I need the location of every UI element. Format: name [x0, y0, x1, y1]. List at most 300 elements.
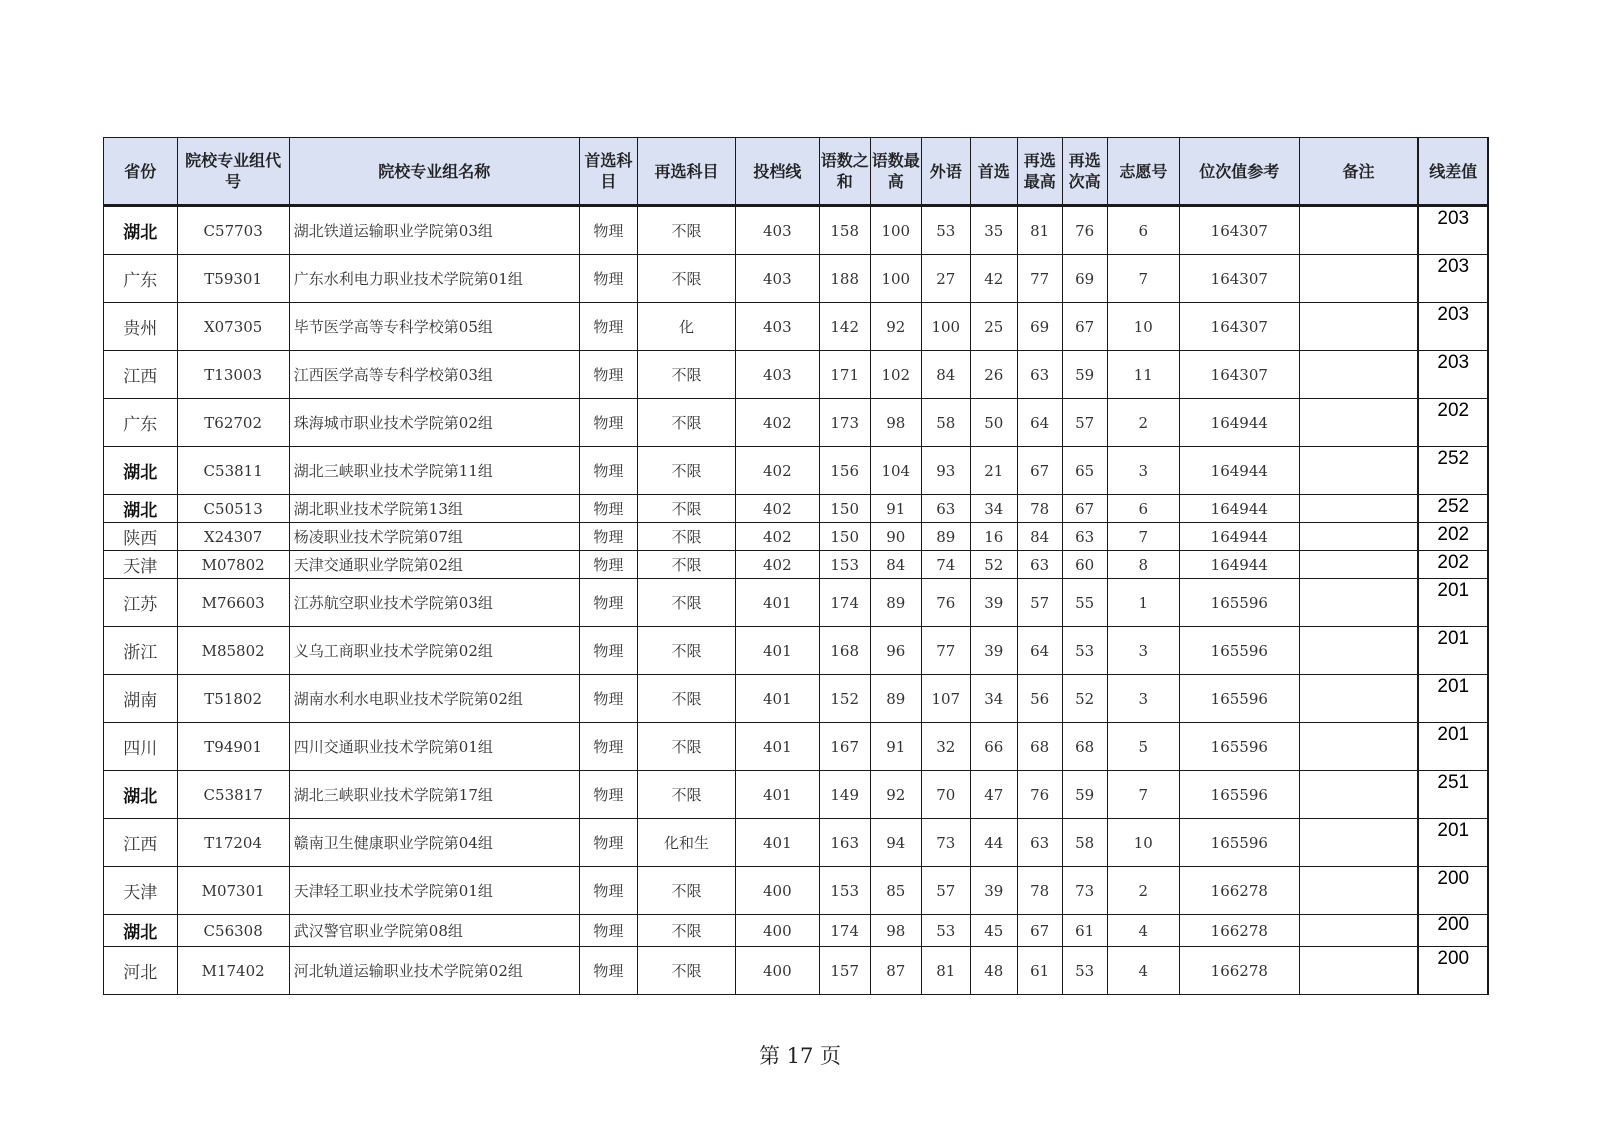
yushu-max-cell: 84	[870, 551, 921, 579]
rank-reference-cell: 164307	[1180, 303, 1299, 351]
province-cell: 四川	[104, 723, 178, 771]
second-max-cell: 68	[1017, 723, 1062, 771]
first-subject-cell: 物理	[579, 819, 637, 867]
line-difference-cell: 200	[1418, 915, 1488, 947]
table-row	[104, 627, 1489, 675]
group-code-cell: C53817	[177, 771, 289, 819]
foreign-language-cell: 32	[921, 723, 970, 771]
group-name-cell: 江苏航空职业技术学院第03组	[289, 579, 579, 627]
cutoff-line-cell: 401	[735, 723, 819, 771]
first-score-cell: 39	[970, 867, 1017, 915]
foreign-language-cell: 89	[921, 523, 970, 551]
table-row	[104, 915, 1489, 947]
note-cell	[1299, 399, 1418, 447]
foreign-language-cell: 53	[921, 206, 970, 255]
group-name-cell: 湖北职业技术学院第13组	[289, 495, 579, 523]
first-subject-cell: 物理	[579, 915, 637, 947]
yushu-max-cell: 85	[870, 867, 921, 915]
foreign-language-cell: 93	[921, 447, 970, 495]
line-difference-cell: 203	[1418, 206, 1488, 255]
rank-reference-cell: 165596	[1180, 723, 1299, 771]
second-next-cell: 65	[1062, 447, 1107, 495]
header-second-next: 再选次高	[1062, 138, 1107, 206]
note-cell	[1299, 447, 1418, 495]
second-next-cell: 69	[1062, 255, 1107, 303]
first-score-cell: 26	[970, 351, 1017, 399]
yushu-max-cell: 89	[870, 579, 921, 627]
first-score-cell: 66	[970, 723, 1017, 771]
second-max-cell: 84	[1017, 523, 1062, 551]
second-next-cell: 68	[1062, 723, 1107, 771]
yushu-max-cell: 98	[870, 399, 921, 447]
group-name-cell: 杨凌职业技术学院第07组	[289, 523, 579, 551]
second-max-cell: 56	[1017, 675, 1062, 723]
province-cell: 天津	[104, 867, 178, 915]
group-code-cell: T51802	[177, 675, 289, 723]
note-cell	[1299, 723, 1418, 771]
rank-reference-cell: 166278	[1180, 867, 1299, 915]
rank-reference-cell: 164944	[1180, 551, 1299, 579]
first-score-cell: 42	[970, 255, 1017, 303]
foreign-language-cell: 70	[921, 771, 970, 819]
second-next-cell: 59	[1062, 771, 1107, 819]
yushu-sum-cell: 173	[819, 399, 870, 447]
note-cell	[1299, 819, 1418, 867]
first-subject-cell: 物理	[579, 351, 637, 399]
group-code-cell: C57703	[177, 206, 289, 255]
note-cell	[1299, 675, 1418, 723]
second-next-cell: 61	[1062, 915, 1107, 947]
wish-number-cell: 3	[1107, 675, 1179, 723]
first-subject-cell: 物理	[579, 495, 637, 523]
group-code-cell: T17204	[177, 819, 289, 867]
cutoff-line-cell: 401	[735, 627, 819, 675]
first-subject-cell: 物理	[579, 771, 637, 819]
second-next-cell: 60	[1062, 551, 1107, 579]
first-score-cell: 45	[970, 915, 1017, 947]
first-subject-cell: 物理	[579, 579, 637, 627]
second-next-cell: 57	[1062, 399, 1107, 447]
first-subject-cell: 物理	[579, 867, 637, 915]
header-line-difference: 线差值	[1418, 138, 1488, 206]
province-cell: 浙江	[104, 627, 178, 675]
second-next-cell: 73	[1062, 867, 1107, 915]
wish-number-cell: 4	[1107, 915, 1179, 947]
yushu-max-cell: 87	[870, 947, 921, 995]
line-difference-cell: 251	[1418, 771, 1488, 819]
note-cell	[1299, 867, 1418, 915]
note-cell	[1299, 551, 1418, 579]
table-row	[104, 675, 1489, 723]
note-cell	[1299, 495, 1418, 523]
table-row	[104, 351, 1489, 399]
group-code-cell: T94901	[177, 723, 289, 771]
line-difference-cell: 203	[1418, 303, 1488, 351]
group-name-cell: 湖北三峡职业技术学院第17组	[289, 771, 579, 819]
first-score-cell: 48	[970, 947, 1017, 995]
first-subject-cell: 物理	[579, 523, 637, 551]
yushu-max-cell: 89	[870, 675, 921, 723]
group-code-cell: T13003	[177, 351, 289, 399]
yushu-sum-cell: 156	[819, 447, 870, 495]
group-code-cell: M17402	[177, 947, 289, 995]
note-cell	[1299, 915, 1418, 947]
header-group-code: 院校专业组代号	[177, 138, 289, 206]
yushu-max-cell: 100	[870, 206, 921, 255]
group-code-cell: C56308	[177, 915, 289, 947]
yushu-sum-cell: 188	[819, 255, 870, 303]
first-score-cell: 16	[970, 523, 1017, 551]
yushu-sum-cell: 171	[819, 351, 870, 399]
yushu-max-cell: 90	[870, 523, 921, 551]
province-cell: 江西	[104, 819, 178, 867]
yushu-max-cell: 92	[870, 303, 921, 351]
note-cell	[1299, 351, 1418, 399]
group-name-cell: 珠海城市职业技术学院第02组	[289, 399, 579, 447]
yushu-sum-cell: 150	[819, 523, 870, 551]
header-group-name: 院校专业组名称	[289, 138, 579, 206]
group-code-cell: M76603	[177, 579, 289, 627]
line-difference-cell: 252	[1418, 447, 1488, 495]
second-max-cell: 61	[1017, 947, 1062, 995]
cutoff-line-cell: 400	[735, 867, 819, 915]
wish-number-cell: 6	[1107, 495, 1179, 523]
cutoff-line-cell: 402	[735, 447, 819, 495]
first-subject-cell: 物理	[579, 551, 637, 579]
rank-reference-cell: 165596	[1180, 819, 1299, 867]
yushu-sum-cell: 150	[819, 495, 870, 523]
foreign-language-cell: 107	[921, 675, 970, 723]
table-row	[104, 255, 1489, 303]
cutoff-line-cell: 402	[735, 495, 819, 523]
yushu-max-cell: 98	[870, 915, 921, 947]
line-difference-cell: 202	[1418, 523, 1488, 551]
foreign-language-cell: 63	[921, 495, 970, 523]
yushu-max-cell: 92	[870, 771, 921, 819]
yushu-max-cell: 100	[870, 255, 921, 303]
note-cell	[1299, 947, 1418, 995]
note-cell	[1299, 579, 1418, 627]
second-next-cell: 53	[1062, 947, 1107, 995]
yushu-max-cell: 91	[870, 723, 921, 771]
cutoff-line-cell: 401	[735, 675, 819, 723]
cutoff-line-cell: 400	[735, 947, 819, 995]
first-score-cell: 35	[970, 206, 1017, 255]
second-max-cell: 64	[1017, 399, 1062, 447]
second-max-cell: 63	[1017, 351, 1062, 399]
province-cell: 湖北	[104, 206, 178, 255]
second-subject-cell: 不限	[637, 523, 735, 551]
first-score-cell: 47	[970, 771, 1017, 819]
table-row	[104, 947, 1489, 995]
yushu-sum-cell: 157	[819, 947, 870, 995]
province-cell: 湖南	[104, 675, 178, 723]
group-name-cell: 赣南卫生健康职业学院第04组	[289, 819, 579, 867]
second-subject-cell: 不限	[637, 351, 735, 399]
table-row	[104, 206, 1489, 255]
first-subject-cell: 物理	[579, 303, 637, 351]
yushu-sum-cell: 149	[819, 771, 870, 819]
cutoff-line-cell: 402	[735, 551, 819, 579]
group-name-cell: 湖北铁道运输职业学院第03组	[289, 206, 579, 255]
province-cell: 贵州	[104, 303, 178, 351]
first-score-cell: 50	[970, 399, 1017, 447]
second-max-cell: 67	[1017, 915, 1062, 947]
table-row	[104, 723, 1489, 771]
second-max-cell: 78	[1017, 867, 1062, 915]
yushu-sum-cell: 174	[819, 915, 870, 947]
second-next-cell: 67	[1062, 495, 1107, 523]
second-subject-cell: 不限	[637, 579, 735, 627]
yushu-max-cell: 91	[870, 495, 921, 523]
wish-number-cell: 2	[1107, 399, 1179, 447]
header-yushu-max: 语数最高	[870, 138, 921, 206]
yushu-max-cell: 102	[870, 351, 921, 399]
first-score-cell: 34	[970, 675, 1017, 723]
rank-reference-cell: 166278	[1180, 915, 1299, 947]
first-subject-cell: 物理	[579, 947, 637, 995]
second-subject-cell: 不限	[637, 206, 735, 255]
province-cell: 湖北	[104, 447, 178, 495]
header-wish-number: 志愿号	[1107, 138, 1179, 206]
table-row	[104, 447, 1489, 495]
group-name-cell: 毕节医学高等专科学校第05组	[289, 303, 579, 351]
table-row	[104, 495, 1489, 523]
header-rank-reference: 位次值参考	[1180, 138, 1299, 206]
header-first-subject: 首选科目	[579, 138, 637, 206]
header-first-score: 首选	[970, 138, 1017, 206]
yushu-max-cell: 94	[870, 819, 921, 867]
first-subject-cell: 物理	[579, 723, 637, 771]
note-cell	[1299, 255, 1418, 303]
note-cell	[1299, 303, 1418, 351]
second-subject-cell: 不限	[637, 495, 735, 523]
cutoff-line-cell: 403	[735, 303, 819, 351]
foreign-language-cell: 74	[921, 551, 970, 579]
rank-reference-cell: 165596	[1180, 771, 1299, 819]
second-next-cell: 55	[1062, 579, 1107, 627]
second-subject-cell: 不限	[637, 915, 735, 947]
group-name-cell: 四川交通职业技术学院第01组	[289, 723, 579, 771]
wish-number-cell: 3	[1107, 627, 1179, 675]
second-subject-cell: 不限	[637, 627, 735, 675]
first-subject-cell: 物理	[579, 675, 637, 723]
yushu-sum-cell: 167	[819, 723, 870, 771]
line-difference-cell: 200	[1418, 867, 1488, 915]
foreign-language-cell: 73	[921, 819, 970, 867]
line-difference-cell: 201	[1418, 723, 1488, 771]
group-name-cell: 河北轨道运输职业技术学院第02组	[289, 947, 579, 995]
province-cell: 湖北	[104, 771, 178, 819]
note-cell	[1299, 523, 1418, 551]
note-cell	[1299, 627, 1418, 675]
second-max-cell: 67	[1017, 447, 1062, 495]
wish-number-cell: 2	[1107, 867, 1179, 915]
second-subject-cell: 不限	[637, 675, 735, 723]
header-second-subject: 再选科目	[637, 138, 735, 206]
second-subject-cell: 不限	[637, 447, 735, 495]
foreign-language-cell: 27	[921, 255, 970, 303]
table-body	[104, 206, 1489, 995]
line-difference-cell: 201	[1418, 819, 1488, 867]
wish-number-cell: 6	[1107, 206, 1179, 255]
group-code-cell: X07305	[177, 303, 289, 351]
cutoff-line-cell: 403	[735, 351, 819, 399]
second-max-cell: 63	[1017, 551, 1062, 579]
cutoff-line-cell: 401	[735, 579, 819, 627]
foreign-language-cell: 100	[921, 303, 970, 351]
foreign-language-cell: 84	[921, 351, 970, 399]
foreign-language-cell: 76	[921, 579, 970, 627]
rank-reference-cell: 164944	[1180, 523, 1299, 551]
header-note: 备注	[1299, 138, 1418, 206]
second-subject-cell: 不限	[637, 867, 735, 915]
line-difference-cell: 201	[1418, 579, 1488, 627]
group-name-cell: 天津轻工职业技术学院第01组	[289, 867, 579, 915]
cutoff-line-cell: 403	[735, 255, 819, 303]
second-max-cell: 64	[1017, 627, 1062, 675]
second-next-cell: 76	[1062, 206, 1107, 255]
wish-number-cell: 7	[1107, 523, 1179, 551]
wish-number-cell: 4	[1107, 947, 1179, 995]
second-next-cell: 67	[1062, 303, 1107, 351]
line-difference-cell: 202	[1418, 551, 1488, 579]
first-score-cell: 39	[970, 579, 1017, 627]
cutoff-line-cell: 401	[735, 819, 819, 867]
header-foreign-language: 外语	[921, 138, 970, 206]
first-subject-cell: 物理	[579, 255, 637, 303]
second-subject-cell: 不限	[637, 947, 735, 995]
first-subject-cell: 物理	[579, 399, 637, 447]
group-code-cell: T62702	[177, 399, 289, 447]
group-name-cell: 湖南水利水电职业技术学院第02组	[289, 675, 579, 723]
table-row	[104, 819, 1489, 867]
second-next-cell: 58	[1062, 819, 1107, 867]
table-row	[104, 523, 1489, 551]
second-max-cell: 76	[1017, 771, 1062, 819]
province-cell: 江西	[104, 351, 178, 399]
header-yushu-sum: 语数之和	[819, 138, 870, 206]
table-row	[104, 771, 1489, 819]
second-subject-cell: 不限	[637, 551, 735, 579]
second-subject-cell: 不限	[637, 255, 735, 303]
yushu-sum-cell: 158	[819, 206, 870, 255]
first-score-cell: 39	[970, 627, 1017, 675]
second-subject-cell: 不限	[637, 771, 735, 819]
first-score-cell: 34	[970, 495, 1017, 523]
group-code-cell: X24307	[177, 523, 289, 551]
table-row	[104, 867, 1489, 915]
line-difference-cell: 252	[1418, 495, 1488, 523]
second-subject-cell: 不限	[637, 723, 735, 771]
group-code-cell: M85802	[177, 627, 289, 675]
wish-number-cell: 5	[1107, 723, 1179, 771]
table-row	[104, 551, 1489, 579]
line-difference-cell: 202	[1418, 399, 1488, 447]
group-name-cell: 义乌工商职业技术学院第02组	[289, 627, 579, 675]
cutoff-line-cell: 401	[735, 771, 819, 819]
province-cell: 江苏	[104, 579, 178, 627]
rank-reference-cell: 164307	[1180, 351, 1299, 399]
foreign-language-cell: 57	[921, 867, 970, 915]
wish-number-cell: 7	[1107, 255, 1179, 303]
line-difference-cell: 201	[1418, 627, 1488, 675]
group-code-cell: M07802	[177, 551, 289, 579]
line-difference-cell: 203	[1418, 255, 1488, 303]
rank-reference-cell: 164944	[1180, 399, 1299, 447]
second-subject-cell: 不限	[637, 399, 735, 447]
second-next-cell: 63	[1062, 523, 1107, 551]
page-number: 第 17 页	[758, 1044, 842, 1068]
first-score-cell: 52	[970, 551, 1017, 579]
yushu-sum-cell: 168	[819, 627, 870, 675]
yushu-max-cell: 96	[870, 627, 921, 675]
yushu-sum-cell: 152	[819, 675, 870, 723]
note-cell	[1299, 206, 1418, 255]
group-name-cell: 广东水利电力职业技术学院第01组	[289, 255, 579, 303]
first-subject-cell: 物理	[579, 206, 637, 255]
group-name-cell: 天津交通职业学院第02组	[289, 551, 579, 579]
rank-reference-cell: 166278	[1180, 947, 1299, 995]
header-cutoff-line: 投档线	[735, 138, 819, 206]
second-max-cell: 57	[1017, 579, 1062, 627]
wish-number-cell: 7	[1107, 771, 1179, 819]
cutoff-line-cell: 400	[735, 915, 819, 947]
province-cell: 广东	[104, 399, 178, 447]
second-max-cell: 63	[1017, 819, 1062, 867]
table-row	[104, 579, 1489, 627]
rank-reference-cell: 164944	[1180, 447, 1299, 495]
group-name-cell: 武汉警官职业学院第08组	[289, 915, 579, 947]
group-code-cell: M07301	[177, 867, 289, 915]
yushu-sum-cell: 174	[819, 579, 870, 627]
foreign-language-cell: 77	[921, 627, 970, 675]
table-row	[104, 303, 1489, 351]
second-max-cell: 77	[1017, 255, 1062, 303]
yushu-sum-cell: 163	[819, 819, 870, 867]
rank-reference-cell: 165596	[1180, 675, 1299, 723]
rank-reference-cell: 165596	[1180, 579, 1299, 627]
first-subject-cell: 物理	[579, 447, 637, 495]
second-max-cell: 81	[1017, 206, 1062, 255]
wish-number-cell: 10	[1107, 819, 1179, 867]
wish-number-cell: 8	[1107, 551, 1179, 579]
foreign-language-cell: 81	[921, 947, 970, 995]
cutoff-line-cell: 403	[735, 206, 819, 255]
first-score-cell: 21	[970, 447, 1017, 495]
note-cell	[1299, 771, 1418, 819]
yushu-sum-cell: 153	[819, 551, 870, 579]
province-cell: 陕西	[104, 523, 178, 551]
group-code-cell: C53811	[177, 447, 289, 495]
rank-reference-cell: 164307	[1180, 255, 1299, 303]
yushu-sum-cell: 142	[819, 303, 870, 351]
second-next-cell: 59	[1062, 351, 1107, 399]
table-row	[104, 399, 1489, 447]
group-name-cell: 江西医学高等专科学校第03组	[289, 351, 579, 399]
foreign-language-cell: 53	[921, 915, 970, 947]
group-code-cell: T59301	[177, 255, 289, 303]
wish-number-cell: 3	[1107, 447, 1179, 495]
header-province: 省份	[104, 138, 178, 206]
second-subject-cell: 化	[637, 303, 735, 351]
table-header-row	[104, 138, 1489, 206]
second-next-cell: 53	[1062, 627, 1107, 675]
first-score-cell: 25	[970, 303, 1017, 351]
second-max-cell: 78	[1017, 495, 1062, 523]
line-difference-cell: 203	[1418, 351, 1488, 399]
line-difference-cell: 201	[1418, 675, 1488, 723]
